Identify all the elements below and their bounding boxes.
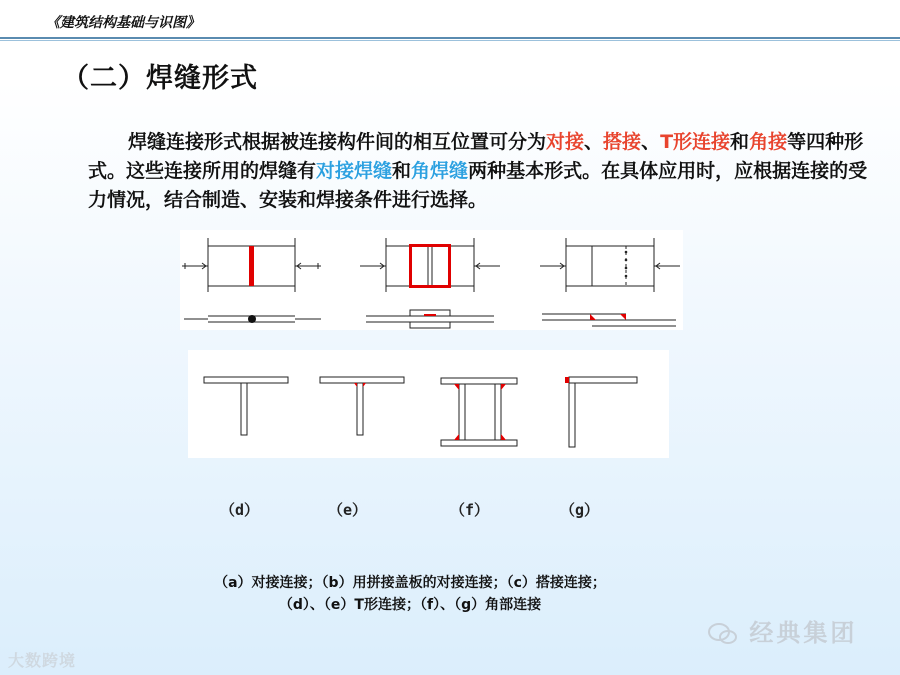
box-web-left (459, 384, 465, 440)
figure-labels-row (0, 499, 900, 519)
document-title: 《建筑结构基础与识图》 (46, 15, 200, 31)
box-flange-top (441, 378, 517, 384)
highlight-fillet-weld: 角焊缝 (411, 160, 469, 182)
box-flange-bottom (441, 440, 517, 446)
header-divider-thin (0, 40, 900, 41)
text-run: 等四种形式。这些连接所用的焊缝有 (88, 131, 864, 182)
watermark-right-text: 经典集团 (749, 619, 858, 647)
highlight-butt-joint: 对接 (546, 131, 585, 153)
highlight-lap-joint: 搭接 (603, 131, 642, 153)
header-divider (0, 37, 900, 39)
caption-line-2: （d）、（e）T形连接；（f）、（g）角部连接 (278, 597, 542, 613)
cover-plate-section (366, 310, 494, 328)
joints-diagram (180, 230, 683, 330)
t-corner-diagram (188, 350, 669, 458)
corner-flange-g (569, 377, 637, 383)
watermark-right (708, 613, 857, 648)
t-joint-flange-d (204, 377, 288, 383)
top-header-bar (0, 0, 900, 40)
t-joint-web-e (357, 383, 363, 435)
text-run: 焊缝连接形式根据被连接构件间的相互位置可分为 (128, 131, 547, 153)
figure-label-e: （e） (328, 501, 368, 519)
t-joint-flange-e (320, 377, 404, 383)
cover-plate-weld-mark (409, 244, 451, 288)
lap-weld-mark (590, 314, 626, 320)
figure-label-f: （f） (450, 501, 490, 519)
weld-bead-mark (248, 315, 256, 323)
text-run: 和 (730, 131, 750, 153)
watermark-left (8, 648, 76, 671)
text-run: 和 (392, 160, 412, 182)
highlight-t-joint: T形连接 (660, 131, 731, 153)
figure-caption (0, 572, 820, 616)
lap-joint-section (542, 314, 676, 326)
wechat-icon (708, 622, 738, 646)
figure-label-d: （d） (220, 501, 260, 519)
figure-label-g: （g） (560, 501, 600, 519)
text-run: 两种基本形式。在具体应用时，应根据连接的受力情况，结合制造、安装和焊接条件进行选择。 (88, 160, 868, 211)
slide-title: （二）焊缝形式 (62, 63, 258, 94)
watermark-left-text: 大数跨境 (8, 651, 77, 670)
t-joint-web-d (241, 383, 247, 435)
corner-web-g (569, 383, 575, 447)
text-run: 、 (641, 131, 661, 153)
text-run: 、 (584, 131, 604, 153)
highlight-butt-weld: 对接焊缝 (316, 160, 393, 182)
figure-panel-joints (180, 230, 683, 330)
caption-line-1: （a）对接连接；（b）用拼接盖板的对接连接；（c）搭接连接； (214, 575, 606, 591)
butt-weld-mark (249, 246, 254, 286)
highlight-corner-joint: 角接 (749, 131, 788, 153)
body-paragraph (88, 128, 878, 215)
corner-weld-g (565, 377, 569, 383)
box-web-right (495, 384, 501, 440)
lap-joint-plan (540, 238, 680, 292)
figure-panel-t-and-corner (188, 350, 669, 458)
cover-weld-top (424, 314, 436, 316)
